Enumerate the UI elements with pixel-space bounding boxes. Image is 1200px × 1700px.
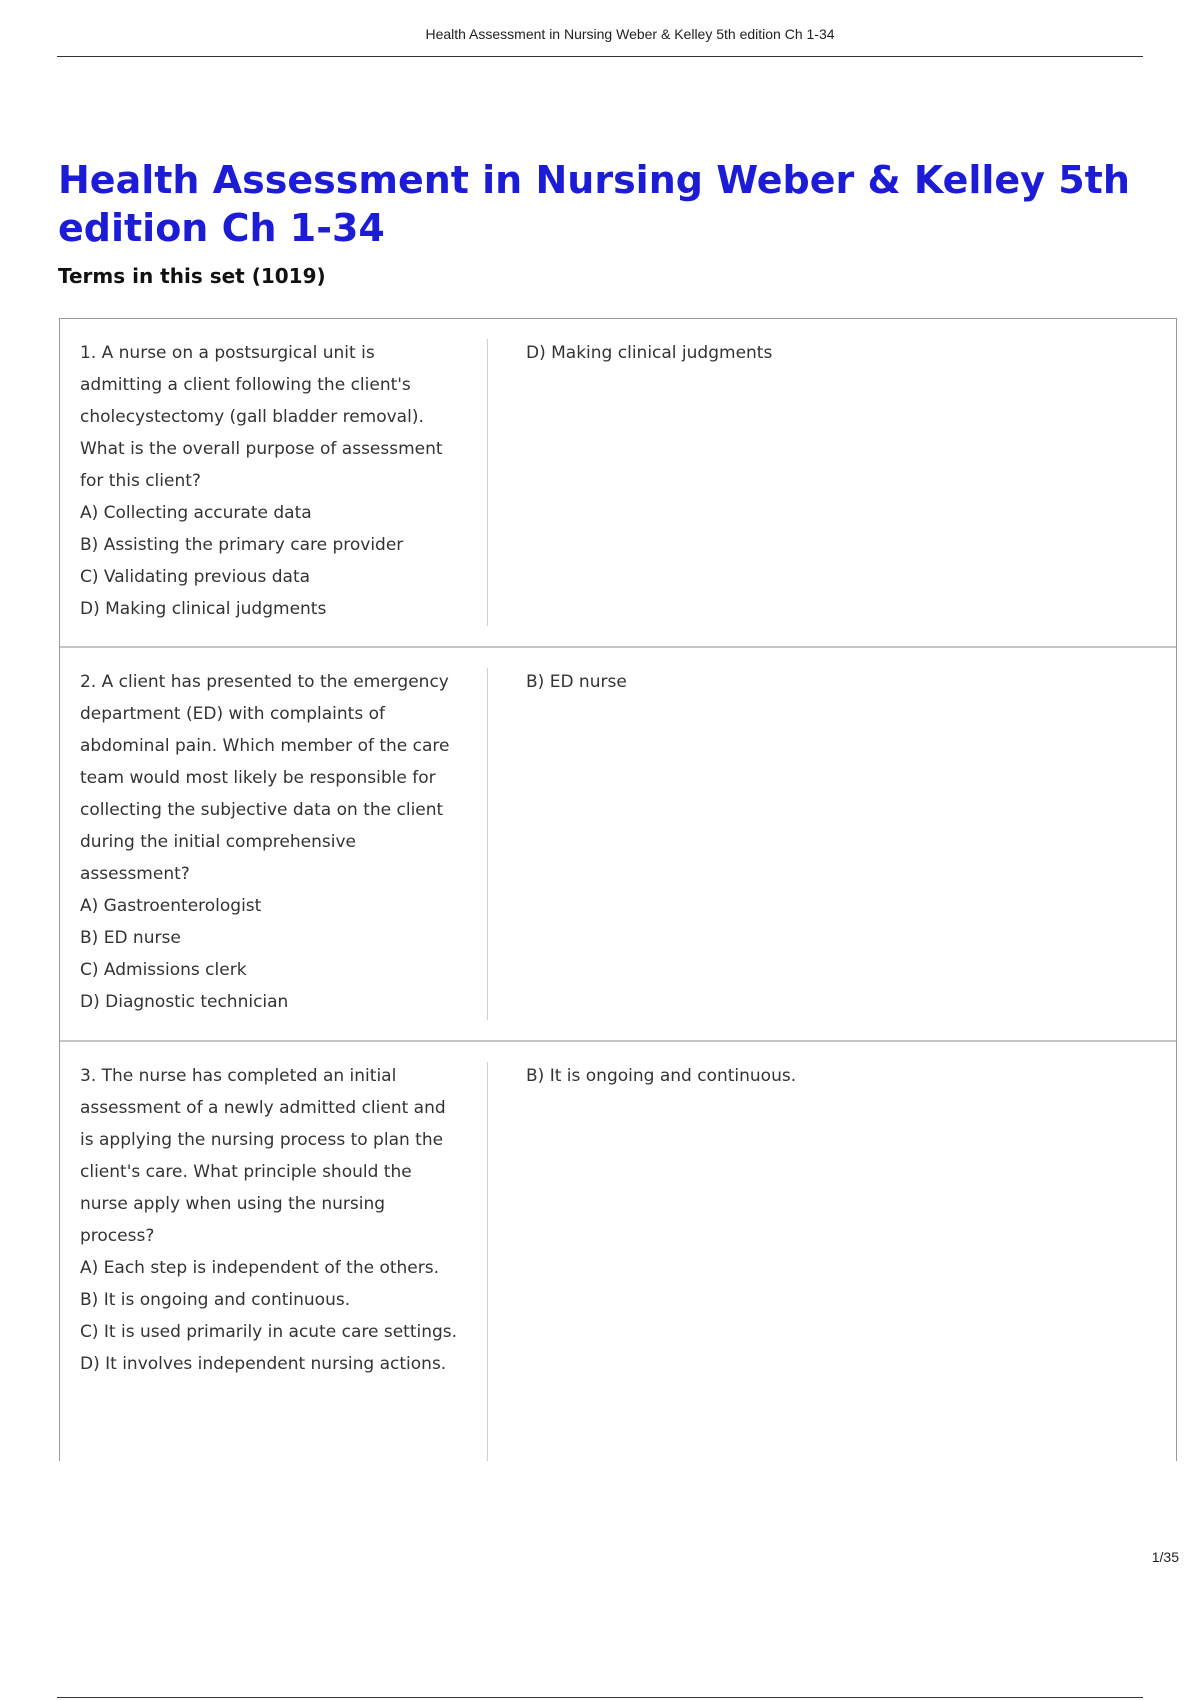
flashcard-list (59, 318, 1177, 1461)
card-divider (487, 668, 488, 1020)
answer-option: D) It involves independent nursing actions. (80, 1354, 447, 1374)
card-term (80, 337, 460, 625)
answer-option: D) Diagnostic technician (80, 992, 289, 1012)
answer-option: B) ED nurse (80, 928, 181, 948)
card-term (80, 666, 460, 1018)
answer-option: A) Each step is independent of the others. (80, 1258, 440, 1278)
card-answer: D) Making clinical judgments (526, 343, 773, 363)
card-divider (487, 339, 488, 626)
footer-rule (57, 1697, 1143, 1698)
card-question: 1. A nurse on a postsurgical unit is admitting a client following the client's cholecystectomy (gall bladder removal). What is the overall purpose of assessment for this client? (80, 343, 443, 491)
answer-option: A) Gastroenterologist (80, 896, 262, 916)
answer-option: C) It is used primarily in acute care settings. (80, 1322, 458, 1342)
answer-option: B) It is ongoing and continuous. (80, 1290, 351, 1310)
card-question: 2. A client has presented to the emergency department (ED) with complaints of abdominal pain. Which member of the care team would most likely be responsible for collecting the subjective data on the client during the initial comprehensive assessment? (80, 672, 450, 884)
card-divider (487, 1062, 488, 1461)
answer-option: C) Validating previous data (80, 567, 311, 587)
running-header: Health Assessment in Nursing Weber & Kelley 5th edition Ch 1-34 (425, 26, 835, 42)
terms-count: Terms in this set (1019) (58, 264, 326, 288)
answer-option: C) Admissions clerk (80, 960, 247, 980)
answer-option: D) Making clinical judgments (80, 599, 327, 619)
card-term (80, 1060, 460, 1380)
card-answer: B) It is ongoing and continuous. (526, 1066, 797, 1086)
page-number: 1/35 (1151, 1549, 1179, 1565)
card-answer: B) ED nurse (526, 672, 627, 692)
flashcard (60, 1042, 1176, 1461)
document-title: Health Assessment in Nursing Weber & Kelley 5th edition Ch 1-34 (58, 158, 1130, 250)
flashcard (60, 648, 1176, 1042)
header-rule (57, 56, 1143, 57)
answer-option: A) Collecting accurate data (80, 503, 312, 523)
answer-option: B) Assisting the primary care provider (80, 535, 404, 555)
flashcard (60, 319, 1176, 648)
card-question: 3. The nurse has completed an initial assessment of a newly admitted client and is applying the nursing process to plan the client's care. What principle should the nurse apply when using the nursing process? (80, 1066, 446, 1246)
